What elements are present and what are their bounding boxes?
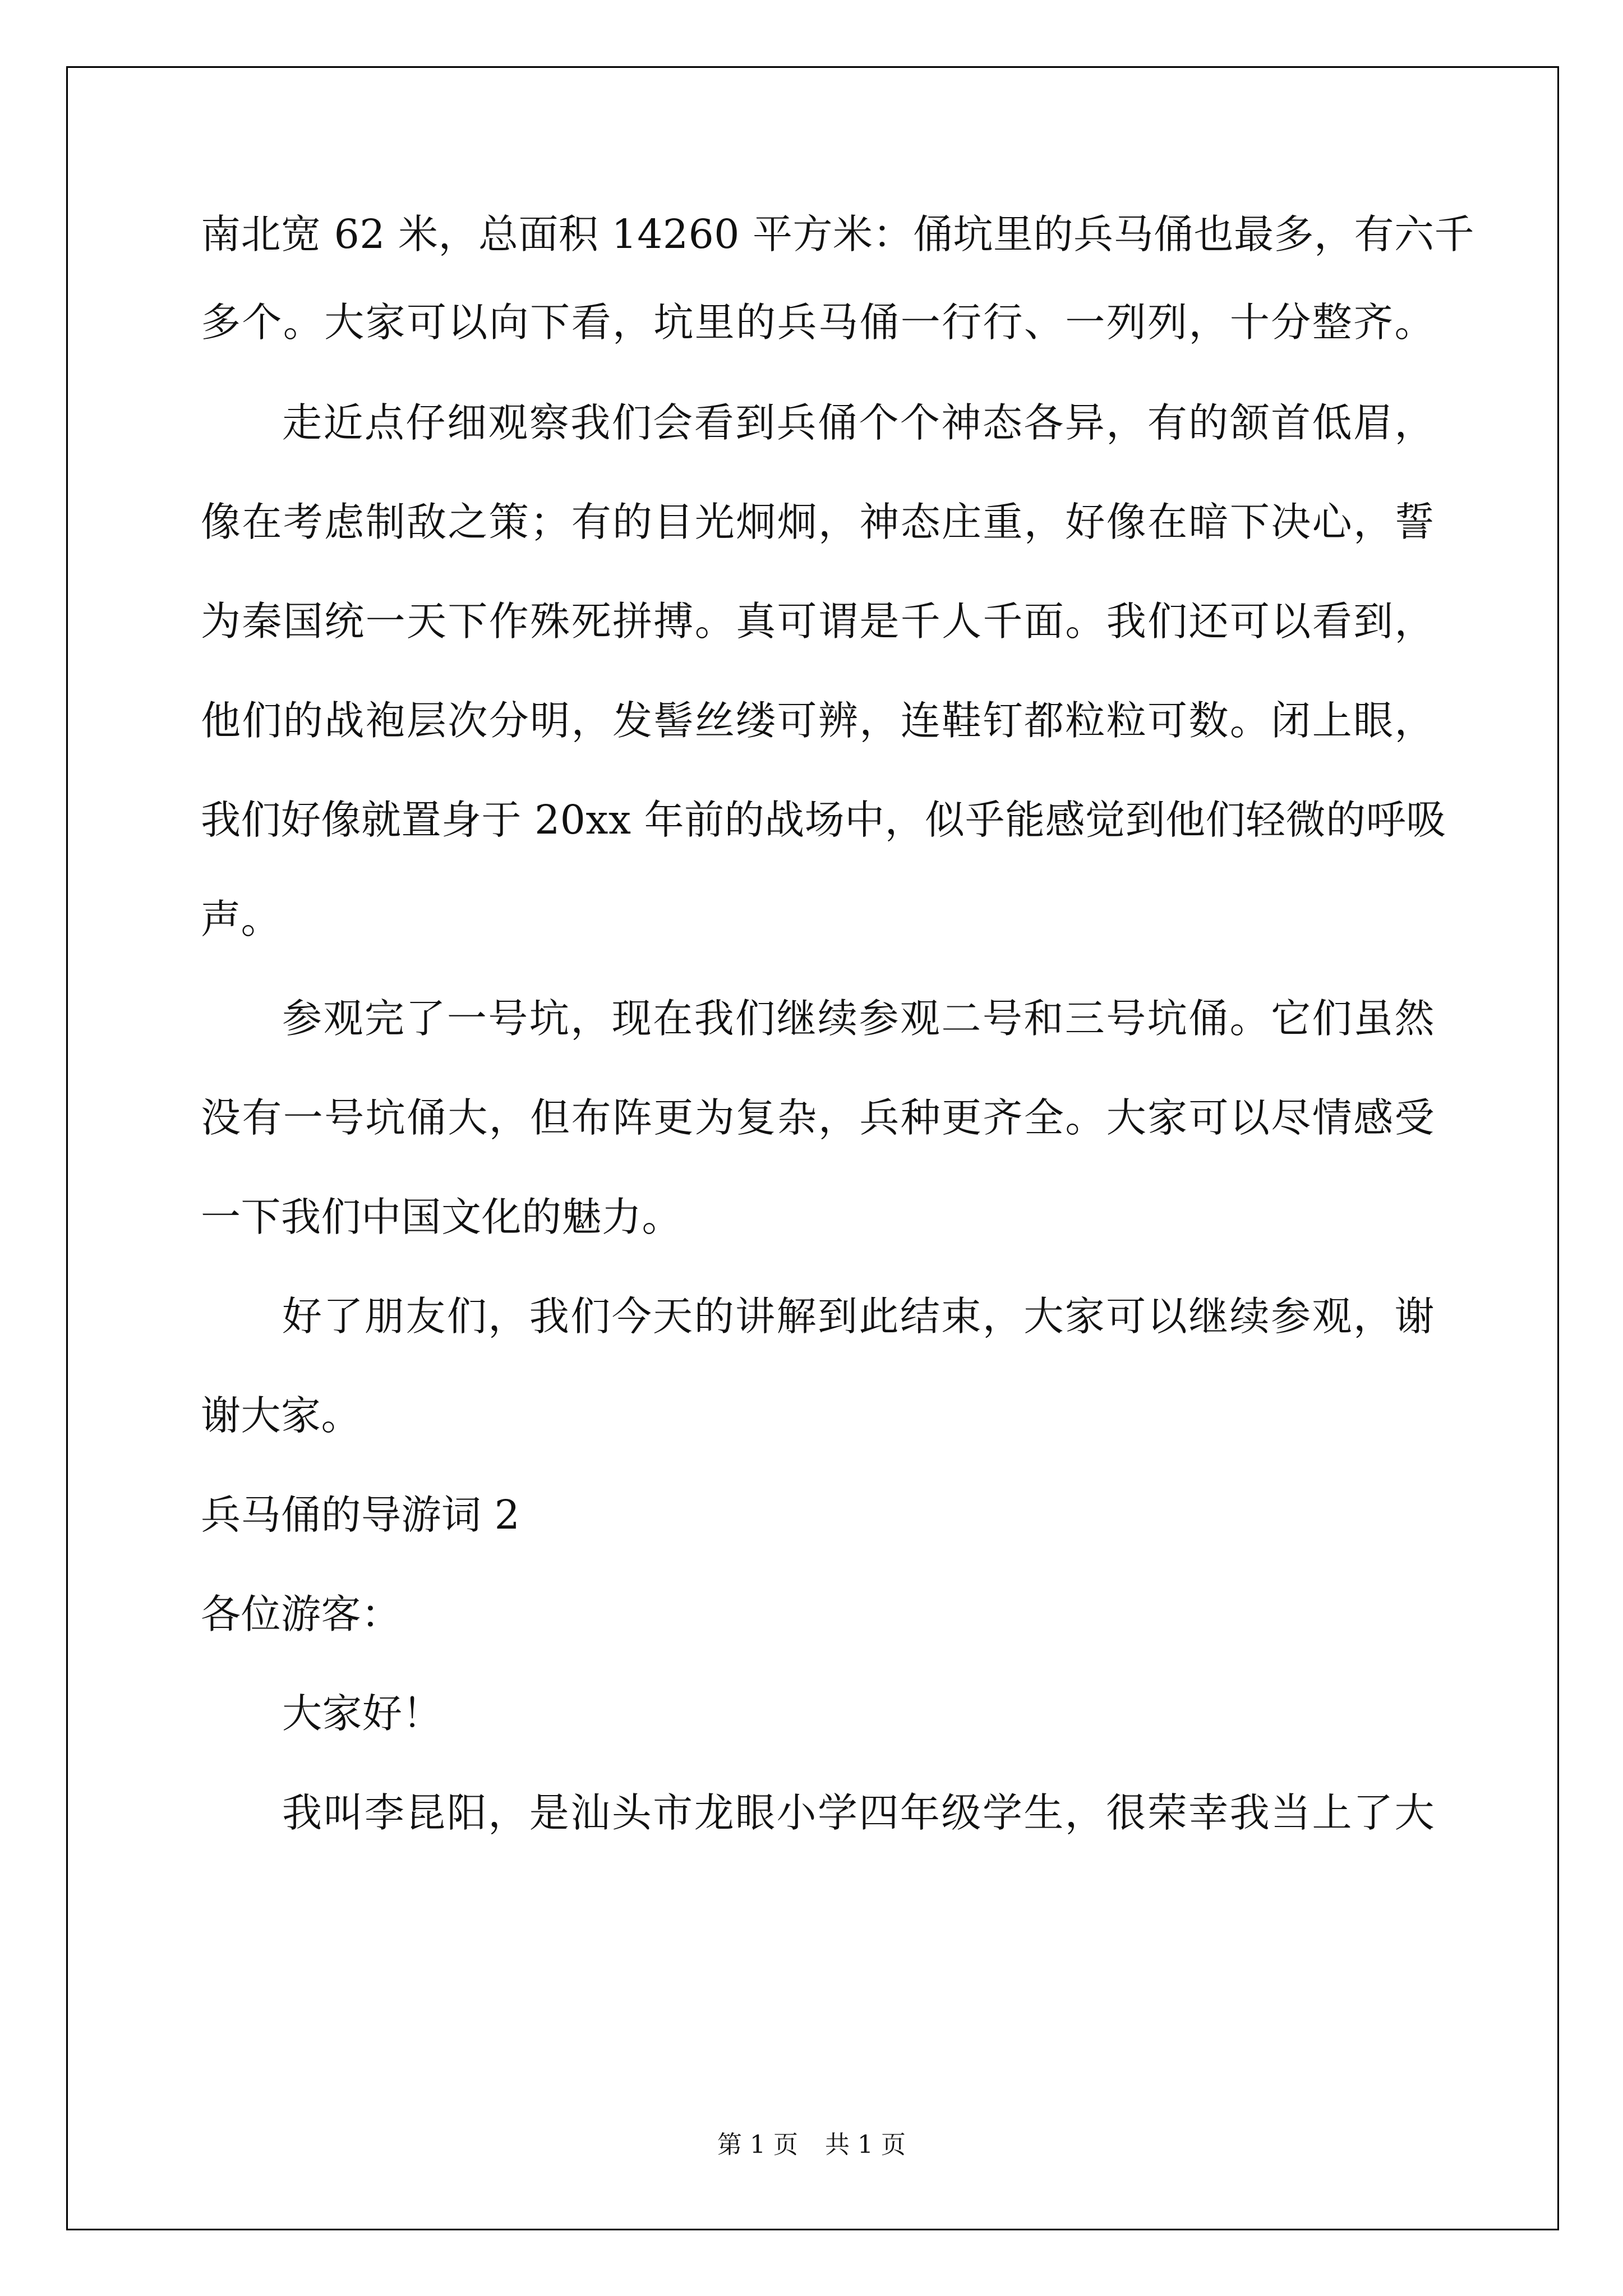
text-line: 南北宽 62 米，总面积 14260 平方米：俑坑里的兵马俑也最多，有六千 <box>201 211 1474 257</box>
text-line: 像在考虑制敌之策；有的目光炯炯，神态庄重，好像在暗下决心，誓 <box>201 499 1435 545</box>
page-border <box>66 66 1559 2230</box>
text-line: 好了朋友们，我们今天的讲解到此结束，大家可以继续参观，谢 <box>282 1293 1435 1340</box>
text-line: 声。 <box>201 896 282 942</box>
salutation: 各位游客： <box>201 1591 402 1637</box>
page-footer <box>0 2133 1623 2157</box>
text-line: 他们的战袍层次分明，发髻丝缕可辨，连鞋钉都粒粒可数。闭上眼， <box>201 697 1435 744</box>
text-line: 参观完了一号坑，现在我们继续参观二号和三号坑俑。它们虽然 <box>282 995 1435 1042</box>
page-number: 第 1 页 <box>717 2131 798 2159</box>
page-total: 共 1 页 <box>825 2131 906 2159</box>
text-line: 没有一号坑俑大，但布阵更为复杂，兵种更齐全。大家可以尽情感受 <box>201 1094 1435 1141</box>
text-line: 谢大家。 <box>201 1392 362 1439</box>
text-line: 一下我们中国文化的魅力。 <box>201 1194 683 1240</box>
greeting: 大家好！ <box>282 1690 443 1737</box>
text-line: 我们好像就置身于 20xx 年前的战场中，似乎能感觉到他们轻微的呼吸 <box>201 797 1446 843</box>
text-line: 为秦国统一天下作殊死拼搏。真可谓是千人千面。我们还可以看到， <box>201 598 1435 645</box>
section-heading: 兵马俑的导游词 2 <box>201 1492 520 1538</box>
text-line: 多个。大家可以向下看，坑里的兵马俑一行行、一列列，十分整齐。 <box>201 299 1435 346</box>
text-line: 我叫李昆阳，是汕头市龙眼小学四年级学生，很荣幸我当上了大 <box>282 1789 1435 1836</box>
text-line: 走近点仔细观察我们会看到兵俑个个神态各异，有的颔首低眉， <box>282 399 1435 446</box>
